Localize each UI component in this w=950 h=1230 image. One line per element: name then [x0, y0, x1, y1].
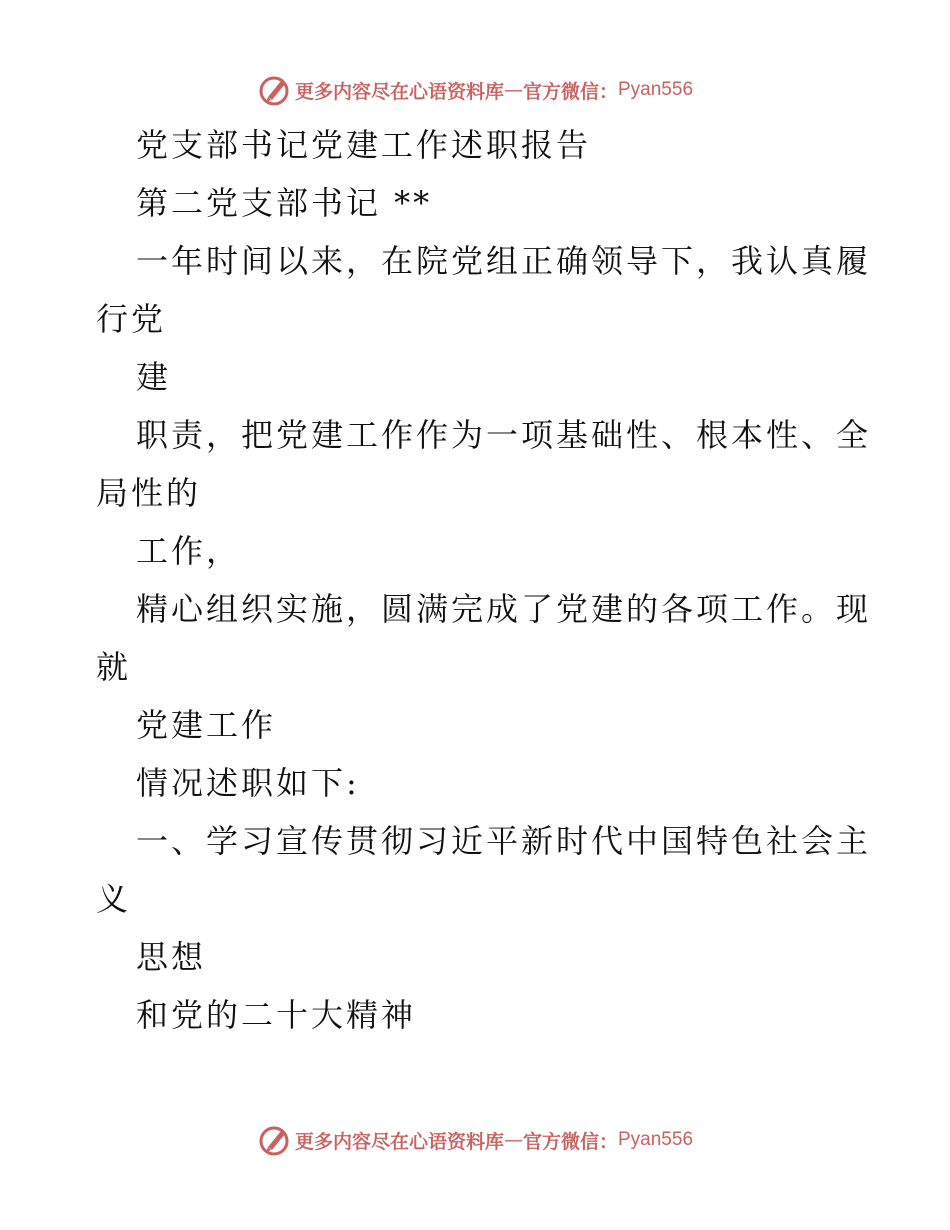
body-line: 建 — [136, 358, 172, 396]
body-line: 和党的二十大精神 — [136, 996, 417, 1034]
section-heading: 一、学习宣传贯彻习近平新时代中国特色社会主 — [136, 822, 872, 860]
body-line: 思想 — [136, 938, 207, 976]
footer-watermark — [0, 1120, 950, 1160]
document-body — [96, 116, 872, 1044]
body-line: 党建工作 — [136, 706, 277, 744]
body-line: 行党 — [96, 300, 167, 338]
body-line: 工作， — [136, 532, 242, 570]
watermark-text: 更多内容尽在心语资料库 — [294, 1130, 504, 1153]
author-line: 第二党支部书记 ** — [136, 184, 433, 222]
body-line: 情况述职如下: — [136, 764, 360, 802]
watermark-label: 官方微信： — [522, 80, 618, 103]
header-watermark — [0, 70, 950, 110]
watermark-separator: — — [503, 1129, 523, 1151]
watermark-label: 官方微信： — [522, 1130, 618, 1153]
watermark-text: 更多内容尽在心语资料库 — [294, 80, 504, 103]
watermark-separator: — — [503, 79, 523, 101]
document-title: 党支部书记党建工作述职报告 — [136, 126, 592, 164]
body-line: 局性的 — [96, 474, 202, 512]
pen-logo-icon — [257, 1123, 291, 1157]
body-line: 精心组织实施，圆满完成了党建的各项工作。现 — [136, 590, 872, 628]
watermark-handle: Pyan556 — [618, 1129, 694, 1150]
body-line: 职责，把党建工作作为一项基础性、根本性、全 — [136, 416, 872, 454]
watermark-handle: Pyan556 — [618, 79, 694, 100]
section-heading-continued: 义 — [96, 880, 132, 918]
body-line: 一年时间以来，在院党组正确领导下，我认真履 — [136, 242, 872, 280]
body-line: 就 — [96, 648, 132, 686]
pen-logo-icon — [257, 73, 291, 107]
